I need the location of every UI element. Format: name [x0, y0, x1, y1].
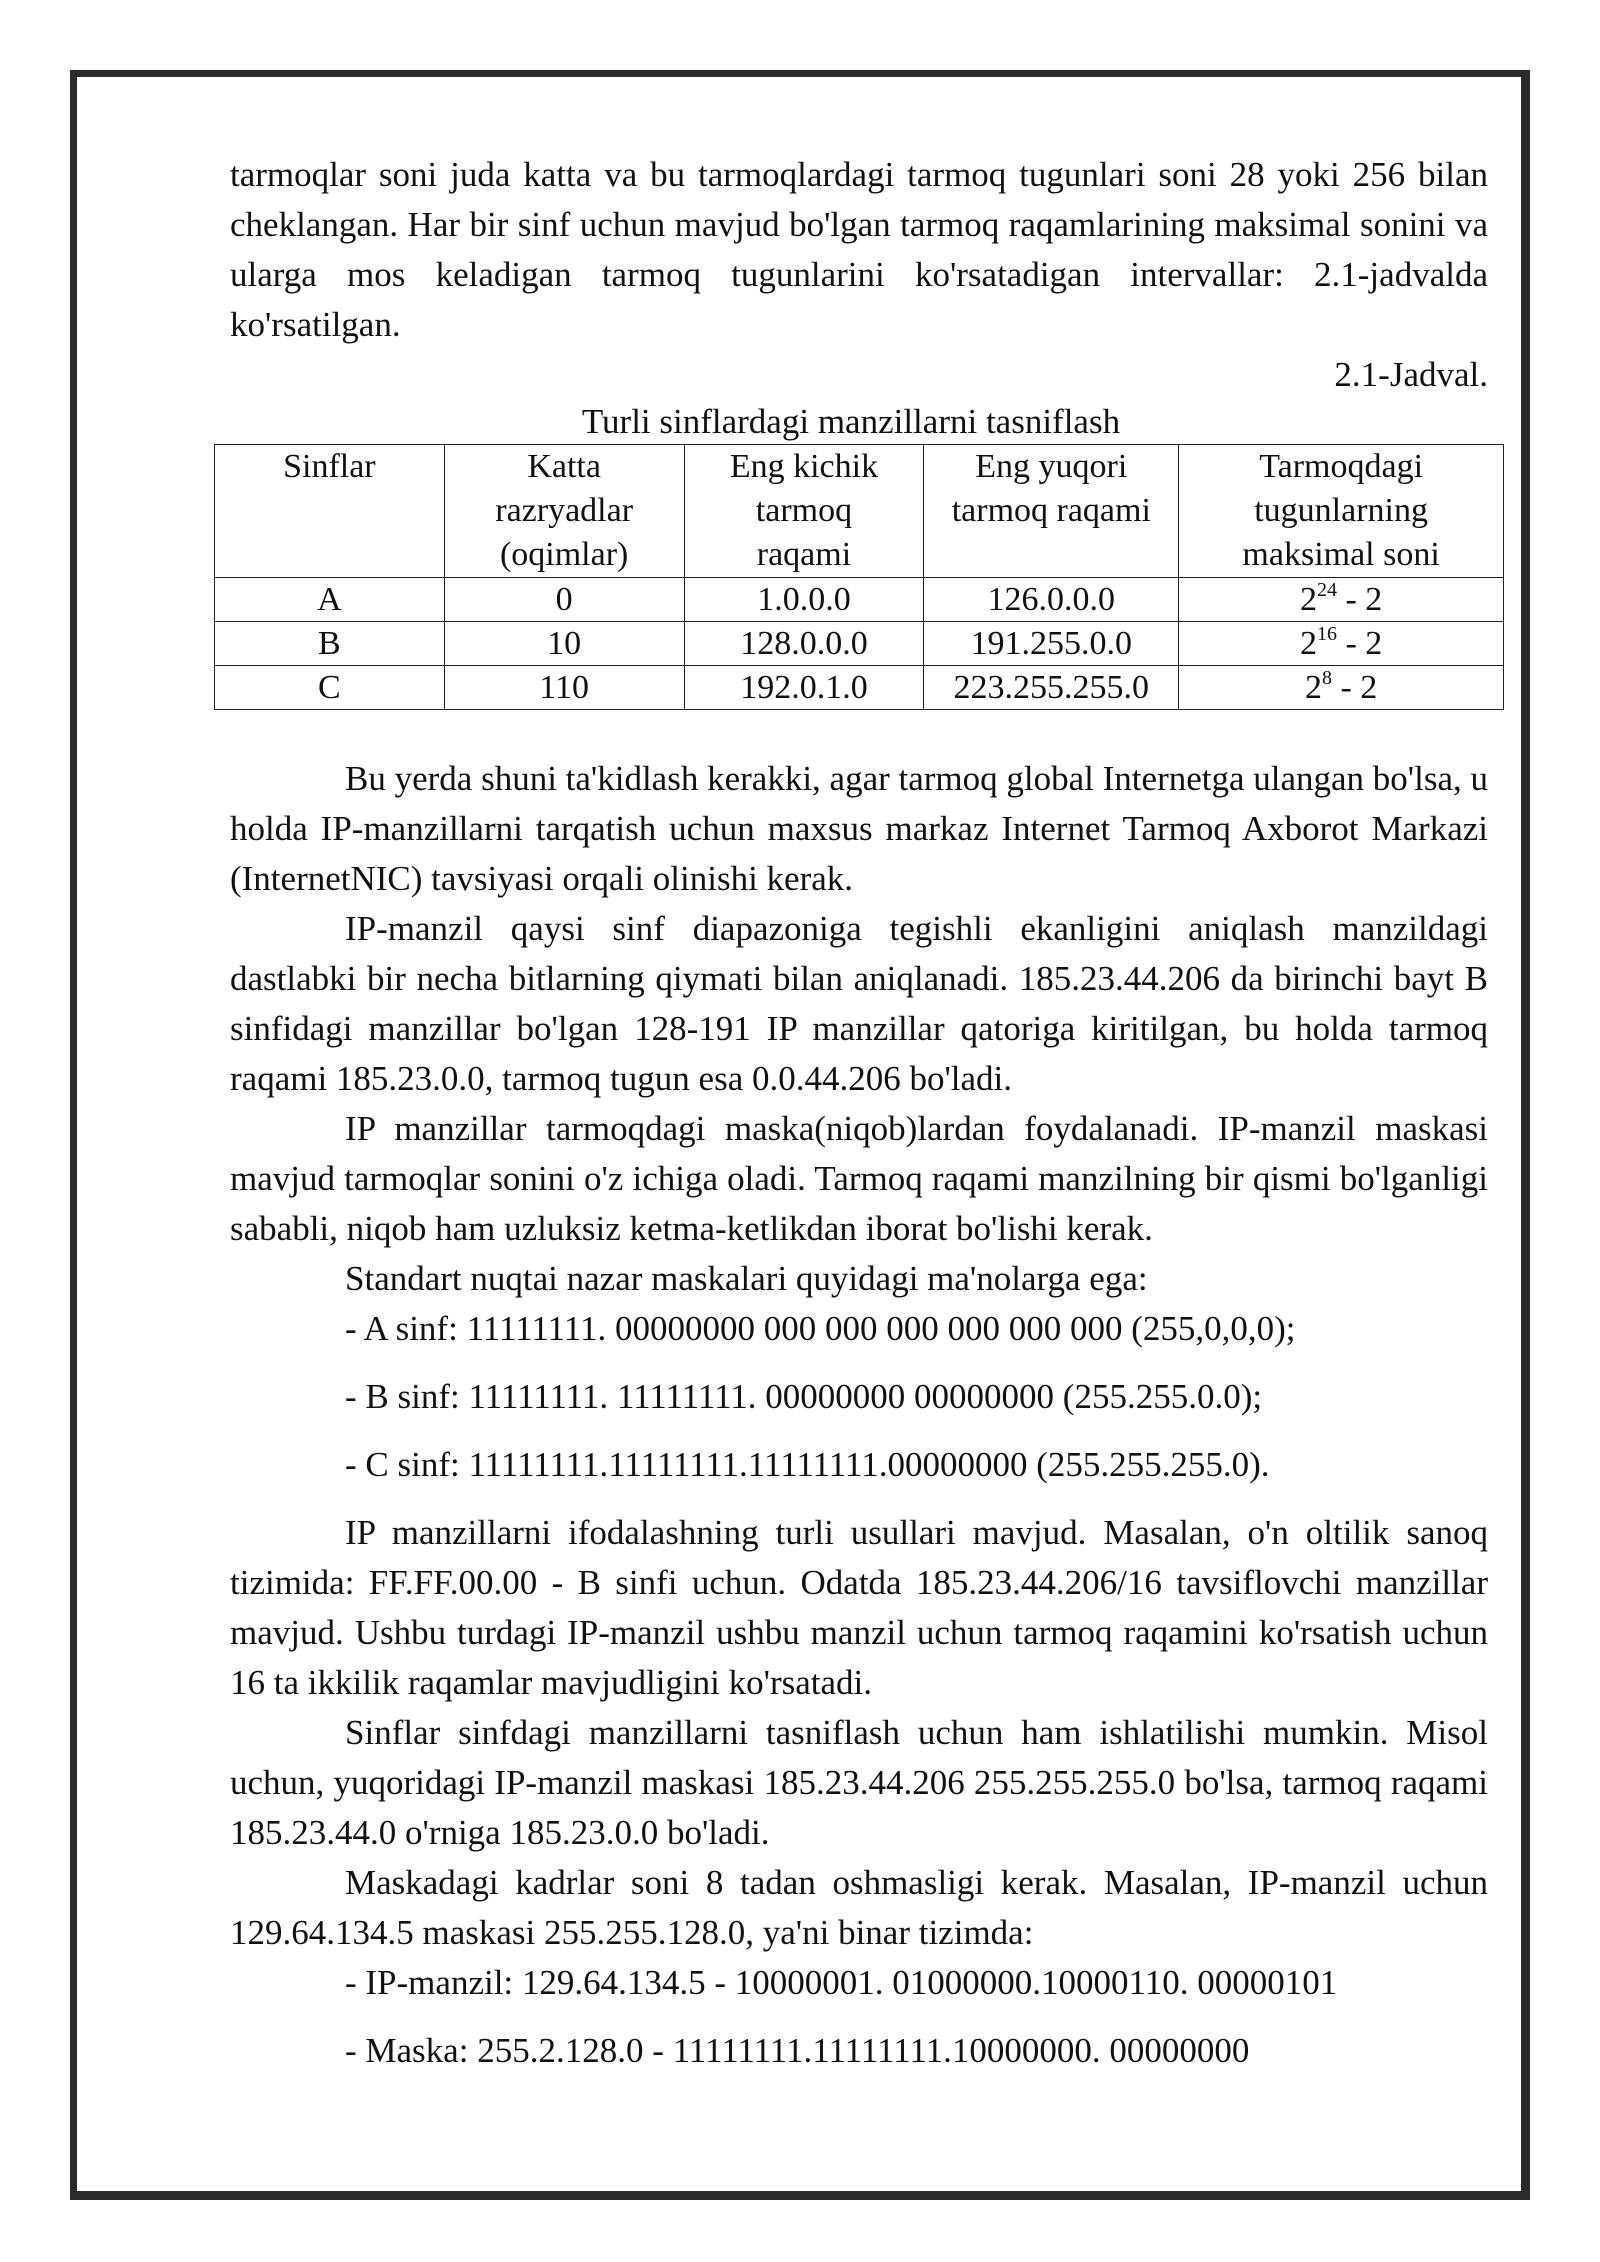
cell-min: 192.0.1.0 — [684, 666, 924, 710]
paragraph: Bu yerda shuni ta'kidlash kerakki, agar tarmoq global Internetga ulangan bo'lsa, u holda IP-manzillarni tarqatish uchun maxsus markaz Internet Tarmoq Axborot Markazi (InternetNIC) tavsiyasi orqali olinishi kerak. — [230, 759, 1488, 898]
cell-min: 1.0.0.0 — [684, 578, 924, 622]
table-header-row — [215, 445, 1504, 578]
paragraph: Maskadagi kadrlar soni 8 tadan oshmasligi kerak. Masalan, IP-manzil uchun 129.64.134.5 maskasi 255.255.128.0, ya'ni binar tizimda: — [230, 1863, 1488, 1952]
cell-max: 223.255.255.0 — [924, 666, 1179, 710]
example-list-item: - Maska: 255.2.128.0 - 11111111.11111111.10000000. 00000000 — [345, 2031, 1250, 2070]
cell-bits: 0 — [444, 578, 684, 622]
header-eng-yuqori: Eng yuqori tarmoq raqami — [924, 445, 1179, 578]
cell-max: 191.255.0.0 — [924, 622, 1179, 666]
paragraph: IP-manzil qaysi sinf diapazoniga tegishli ekanligini aniqlash manzildagi dastlabki bir necha bitlarning qiymati bilan aniqlanadi. 185.23.44.206 da birinchi bayt B sinfidagi manzillar bo'lgan 128-191 IP manzillar qatoriga kiritilgan, bu holda tarmoq raqami 185.23.0.0, tarmoq tugun esa 0.0.44.206 bo'ladi. — [230, 909, 1488, 1098]
table-row — [215, 666, 1504, 710]
table-row — [215, 578, 1504, 622]
cell-hosts: $2^8 - 2$ — [1179, 666, 1504, 710]
table-label: 2.1-Jadval. — [1334, 355, 1488, 394]
table-row — [215, 622, 1504, 666]
paragraph: Sinflar sinfdagi manzillarni tasniflash uchun ham ishlatilishi mumkin. Misol uchun, yuqoridagi IP-manzil maskasi 185.23.44.206 255.255.255.0 bo'lsa, tarmoq raqami 185.23.44.0 o'rniga 185.23.0.0 bo'ladi. — [230, 1713, 1488, 1852]
cell-hosts: $2^{16} - 2$ — [1179, 622, 1504, 666]
address-class-table — [214, 444, 1504, 710]
cell-class: B — [215, 622, 445, 666]
document-body — [230, 150, 1488, 2094]
paragraph: Standart nuqtai nazar maskalari quyidagi ma'nolarga ega: — [345, 1259, 1148, 1298]
cell-class: C — [215, 666, 445, 710]
mask-list-item: - B sinf: 11111111. 11111111. 00000000 00000000 (255.255.0.0); — [345, 1377, 1263, 1416]
cell-min: 128.0.0.0 — [684, 622, 924, 666]
cell-hosts: $2^{24} - 2$ — [1179, 578, 1504, 622]
example-list-item: - IP-manzil: 129.64.134.5 - 10000001. 01000000.10000110. 00000101 — [345, 1963, 1338, 2002]
cell-max: 126.0.0.0 — [924, 578, 1179, 622]
header-maksimal-soni: Tarmoqdagi tugunlarning maksimal soni — [1179, 445, 1504, 578]
mask-list-item: - C sinf: 11111111.11111111.11111111.00000000 (255.255.255.0). — [345, 1445, 1270, 1484]
cell-bits: 10 — [444, 622, 684, 666]
header-sinflar: Sinflar — [215, 445, 445, 578]
paragraph: IP manzillar tarmoqdagi maska(niqob)lardan foydalanadi. IP-manzil maskasi mavjud tarmoqlar sonini o'z ichiga oladi. Tarmoq raqami manzilning bir qismi bo'lganligi sababli, niqob ham uzluksiz ketma-ketlikdan iborat bo'lishi kerak. — [230, 1109, 1488, 1248]
table-caption: Turli sinflardagi manzillarni tasniflash — [581, 402, 1121, 441]
header-eng-kichik: Eng kichik tarmoq raqami — [684, 445, 924, 578]
paragraph: tarmoqlar soni juda katta va bu tarmoqlardagi tarmoq tugunlari soni 28 yoki 256 bilan cheklangan. Har bir sinf uchun mavjud bo'lgan tarmoq raqamlarining maksimal sonini va ularga mos keladigan tarmoq tugunlarini ko'rsatadigan intervallar: 2.1-jadvalda ko'rsatilgan. — [230, 155, 1488, 344]
cell-class: A — [215, 578, 445, 622]
header-katta-razryadlar: Katta razryadlar (oqimlar) — [444, 445, 684, 578]
paragraph: IP manzillarni ifodalashning turli usullari mavjud. Masalan, o'n oltilik sanoq tizimida: FF.FF.00.00 - B sinfi uchun. Odatda 185.23.44.206/16 tavsiflovchi manzillar mavjud. Ushbu turdagi IP-manzil ushbu manzil uchun tarmoq raqamini ko'rsatish uchun 16 ta ikkilik raqamlar mavjudligini ko'rsatadi. — [230, 1513, 1488, 1702]
cell-bits: 110 — [444, 666, 684, 710]
mask-list-item: - A sinf: 11111111. 00000000 000 000 000 000 000 000 (255,0,0,0); — [345, 1309, 1296, 1348]
